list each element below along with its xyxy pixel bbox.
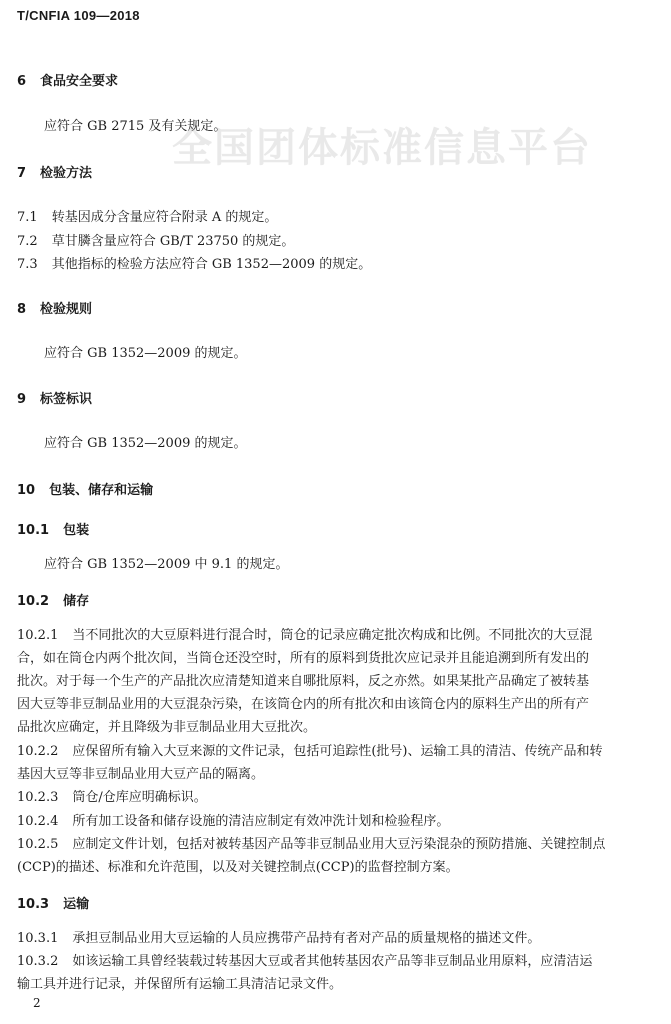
clause-10-2-1-line-2: 合，如在筒仓内两个批次间，当筒仓还没空时，所有的原料到货批次应记录并且能追溯到所有发出的 [17, 651, 590, 666]
clause-text: 应制定文件计划，包括对被转基因产品等非豆制品业用大豆污染混杂的预防措施、关键控制点 [72, 837, 606, 852]
section-number: 7 [17, 166, 27, 181]
section-8-body: 应符合 GB 1352—2009 的规定。 [44, 346, 247, 361]
clause-10-3-2 [17, 953, 592, 971]
section-title: 食品安全要求 [40, 74, 119, 89]
clause-7-1 [17, 209, 277, 227]
section-title: 检验方法 [40, 166, 93, 181]
clause-number: 10.3.1 [17, 931, 59, 946]
clause-text: 承担豆制品业用大豆运输的人员应携带产品持有者对产品的质量规格的描述文件。 [72, 931, 541, 946]
document-code: T/CNFIA 109—2018 [17, 8, 140, 23]
section-10-1-heading [17, 522, 89, 540]
section-number: 10 [17, 483, 36, 498]
section-10-3-heading [17, 896, 89, 914]
clause-10-2-5-line-2: (CCP)的描述、标准和允许范围，以及对关键控制点(CCP)的监督控制方案。 [17, 860, 459, 875]
clause-10-2-1-line-3: 批次。对于每一个生产的产品批次应清楚知道来自哪批原料，反之亦然。如果某批产品确定了被转基 [17, 674, 590, 689]
section-number: 10.1 [17, 523, 50, 538]
clause-number: 10.2.5 [17, 837, 59, 852]
section-9-heading [17, 391, 92, 409]
clause-number: 7.2 [17, 234, 38, 249]
section-10-1-body: 应符合 GB 1352—2009 中 9.1 的规定。 [44, 557, 289, 572]
section-10-heading [17, 482, 153, 500]
clause-7-2 [17, 233, 294, 251]
section-number: 8 [17, 302, 27, 317]
section-6-heading [17, 73, 118, 91]
clause-10-3-1 [17, 930, 540, 948]
section-title: 包装 [63, 523, 90, 538]
clause-text: 其他指标的检验方法应符合 GB 1352—2009 的规定。 [51, 257, 372, 272]
section-number: 6 [17, 74, 27, 89]
section-title: 检验规则 [40, 302, 93, 317]
section-title: 包装、储存和运输 [49, 483, 154, 498]
clause-10-2-1 [17, 627, 592, 645]
watermark: 全国团体标准信息平台 [172, 125, 592, 171]
section-8-heading [17, 301, 92, 319]
clause-text: 应保留所有输入大豆来源的文件记录，包括可追踪性(批号)、运输工具的清洁、传统产品和转 [72, 744, 603, 759]
clause-10-2-3 [17, 789, 207, 807]
clause-text: 转基因成分含量应符合附录 A 的规定。 [51, 210, 278, 225]
clause-number: 10.2.1 [17, 628, 59, 643]
clause-10-3-2-line-2: 输工具并进行记录，并保留所有运输工具清洁记录文件。 [17, 977, 343, 992]
clause-text: 草甘膦含量应符合 GB/T 23750 的规定。 [51, 234, 295, 249]
clause-7-3 [17, 256, 371, 274]
section-number: 10.3 [17, 897, 50, 912]
clause-10-2-4 [17, 813, 449, 831]
clause-number: 10.2.3 [17, 790, 59, 805]
page-number: 2 [33, 996, 41, 1010]
clause-text: 当不同批次的大豆原料进行混合时，筒仓的记录应确定批次构成和比例。不同批次的大豆混 [72, 628, 593, 643]
section-title: 运输 [63, 897, 90, 912]
section-10-2-heading [17, 593, 89, 611]
clause-text: 如该运输工具曾经装载过转基因大豆或者其他转基因农产品等非豆制品业用原料，应清洁运 [72, 954, 593, 969]
section-title: 标签标识 [40, 392, 93, 407]
clause-10-2-1-line-4: 因大豆等非豆制品业用的大豆混杂污染，在该筒仓内的所有批次和由该筒仓内的原料生产出的所有产 [17, 697, 590, 712]
section-number: 9 [17, 392, 27, 407]
clause-number: 7.3 [17, 257, 38, 272]
section-7-heading [17, 165, 92, 183]
clause-number: 10.2.4 [17, 814, 59, 829]
clause-text: 筒仓/仓库应明确标识。 [72, 790, 207, 805]
clause-number: 10.2.2 [17, 744, 59, 759]
section-title: 储存 [63, 594, 90, 609]
clause-10-2-2 [17, 743, 603, 761]
section-6-body: 应符合 GB 2715 及有关规定。 [44, 119, 227, 134]
section-number: 10.2 [17, 594, 50, 609]
clause-10-2-5 [17, 836, 605, 854]
clause-text: 所有加工设备和储存设施的清洁应制定有效冲洗计划和检验程序。 [72, 814, 450, 829]
clause-10-2-1-line-5: 品批次应确定，并且降级为非豆制品业用大豆批次。 [17, 720, 317, 735]
clause-10-2-2-line-2: 基因大豆等非豆制品业用大豆产品的隔离。 [17, 767, 265, 782]
clause-number: 10.3.2 [17, 954, 59, 969]
clause-number: 7.1 [17, 210, 38, 225]
section-9-body: 应符合 GB 1352—2009 的规定。 [44, 436, 247, 451]
